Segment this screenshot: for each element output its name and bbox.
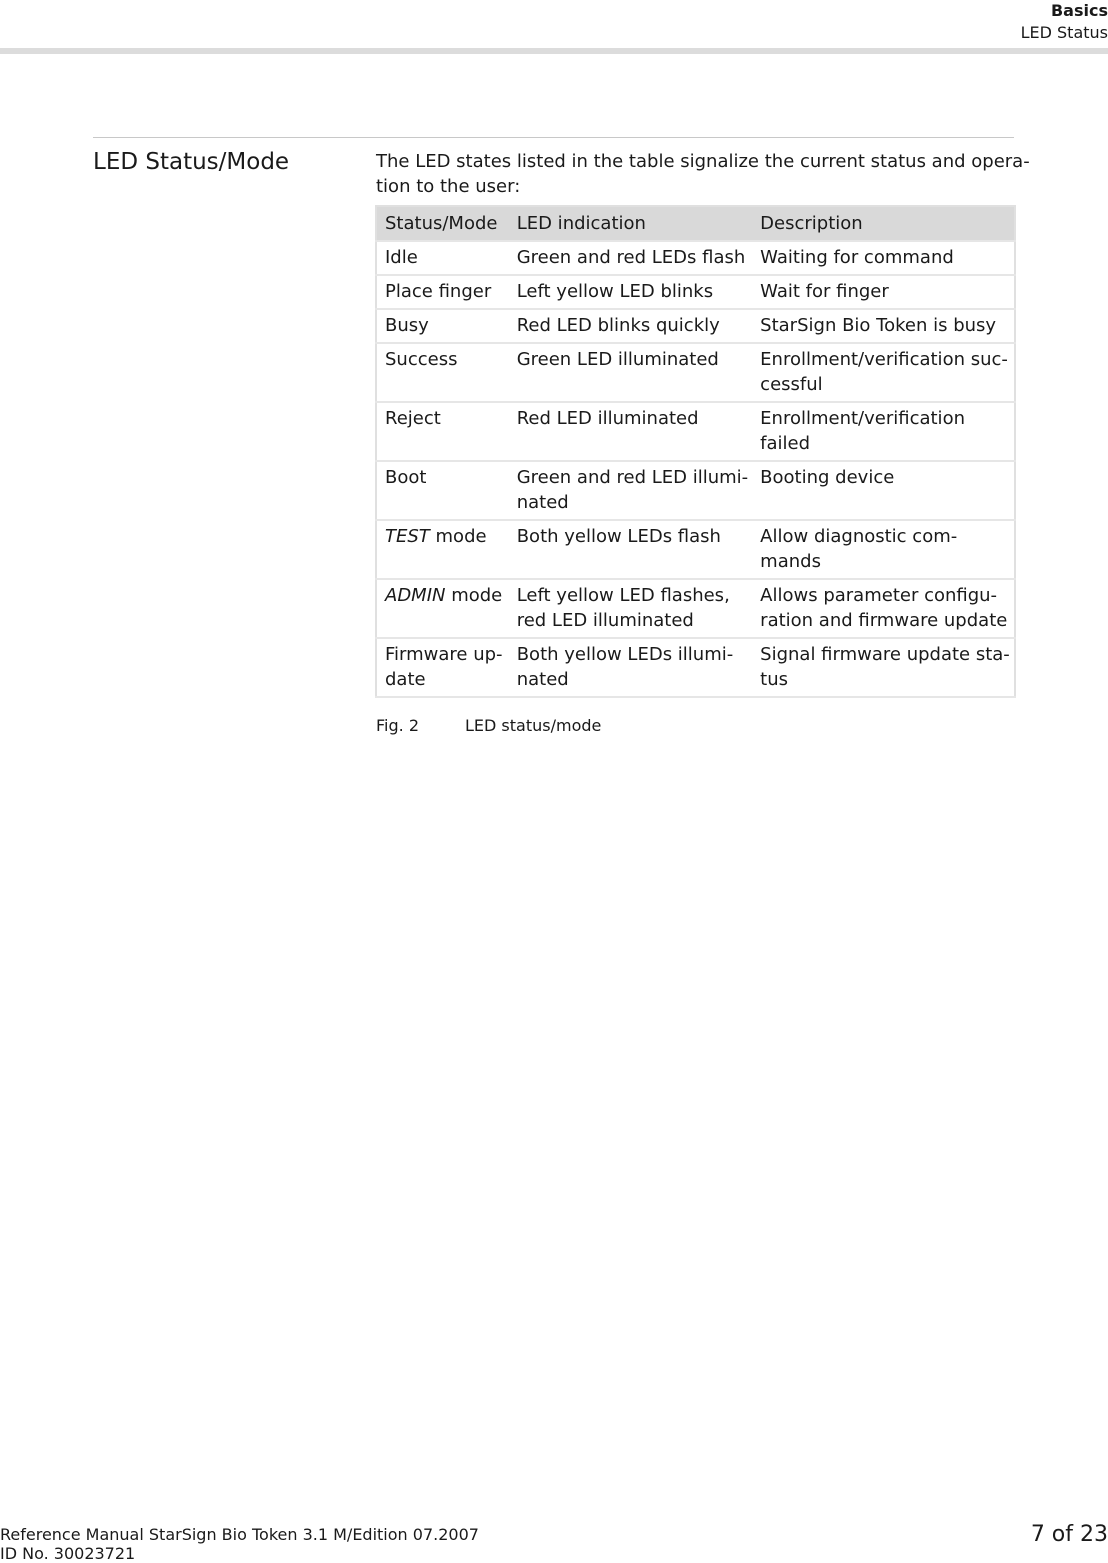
cell-description: Waiting for command xyxy=(752,241,1015,275)
page-number: 7 of 23 xyxy=(1030,1522,1108,1547)
intro-paragraph xyxy=(376,149,1030,199)
cell-status: Reject xyxy=(376,402,509,461)
footer-id-number: ID No. 30023721 xyxy=(0,1544,136,1563)
section-divider xyxy=(93,137,1014,138)
cell-description: Allow diagnostic com- mands xyxy=(752,520,1015,579)
cell-led: Green LED illuminated xyxy=(509,343,752,402)
intro-line: tion to the user: xyxy=(376,176,521,197)
cell-led: Green and red LEDs flash xyxy=(509,241,752,275)
table-row xyxy=(376,638,1015,697)
cell-status: Firmware up- date xyxy=(376,638,509,697)
cell-status: Place finger xyxy=(376,275,509,309)
header-section-title: LED Status xyxy=(1020,23,1108,42)
figure-caption-text: LED status/mode xyxy=(465,716,602,735)
cell-led: Left yellow LED blinks xyxy=(509,275,752,309)
cell-status: ADMIN mode xyxy=(376,579,509,638)
cell-description: Wait for finger xyxy=(752,275,1015,309)
table-row xyxy=(376,579,1015,638)
running-header xyxy=(1021,0,1108,44)
table-row xyxy=(376,275,1015,309)
table-row xyxy=(376,520,1015,579)
table-header-row xyxy=(376,206,1015,241)
cell-led: Red LED blinks quickly xyxy=(509,309,752,343)
table-row xyxy=(376,461,1015,520)
cell-status: Idle xyxy=(376,241,509,275)
cell-description: Allows parameter configu- ration and firmware update xyxy=(752,579,1015,638)
section-heading: LED Status/Mode xyxy=(93,149,290,175)
cell-description: Signal firmware update sta- tus xyxy=(752,638,1015,697)
cell-status: Success xyxy=(376,343,509,402)
table-row xyxy=(376,343,1015,402)
cell-description: StarSign Bio Token is busy xyxy=(752,309,1015,343)
intro-line: The LED states listed in the table signalize the current status and opera- xyxy=(376,151,1030,172)
led-status-table xyxy=(375,205,1016,698)
cell-description: Enrollment/verification failed xyxy=(752,402,1015,461)
cell-led: Left yellow LED flashes, red LED illuminated xyxy=(509,579,752,638)
header-chapter-title: Basics xyxy=(1050,1,1108,20)
table-row xyxy=(376,309,1015,343)
table-row xyxy=(376,402,1015,461)
page-footer xyxy=(0,1525,479,1563)
footer-manual-edition: Reference Manual StarSign Bio Token 3.1 M/Edition 07.2007 xyxy=(0,1525,479,1544)
figure-caption xyxy=(376,715,601,737)
cell-led: Both yellow LEDs illumi- nated xyxy=(509,638,752,697)
cell-status: Boot xyxy=(376,461,509,520)
cell-description: Enrollment/verification suc- cessful xyxy=(752,343,1015,402)
figure-label: Fig. 2 xyxy=(376,716,419,735)
column-header-status: Status/Mode xyxy=(376,206,509,241)
cell-led: Green and red LED illumi- nated xyxy=(509,461,752,520)
column-header-description: Description xyxy=(752,206,1015,241)
header-divider xyxy=(0,48,1108,54)
cell-status: Busy xyxy=(376,309,509,343)
cell-status: TEST mode xyxy=(376,520,509,579)
cell-description: Booting device xyxy=(752,461,1015,520)
cell-led: Red LED illuminated xyxy=(509,402,752,461)
table-row xyxy=(376,241,1015,275)
cell-led: Both yellow LEDs flash xyxy=(509,520,752,579)
column-header-led: LED indication xyxy=(509,206,752,241)
